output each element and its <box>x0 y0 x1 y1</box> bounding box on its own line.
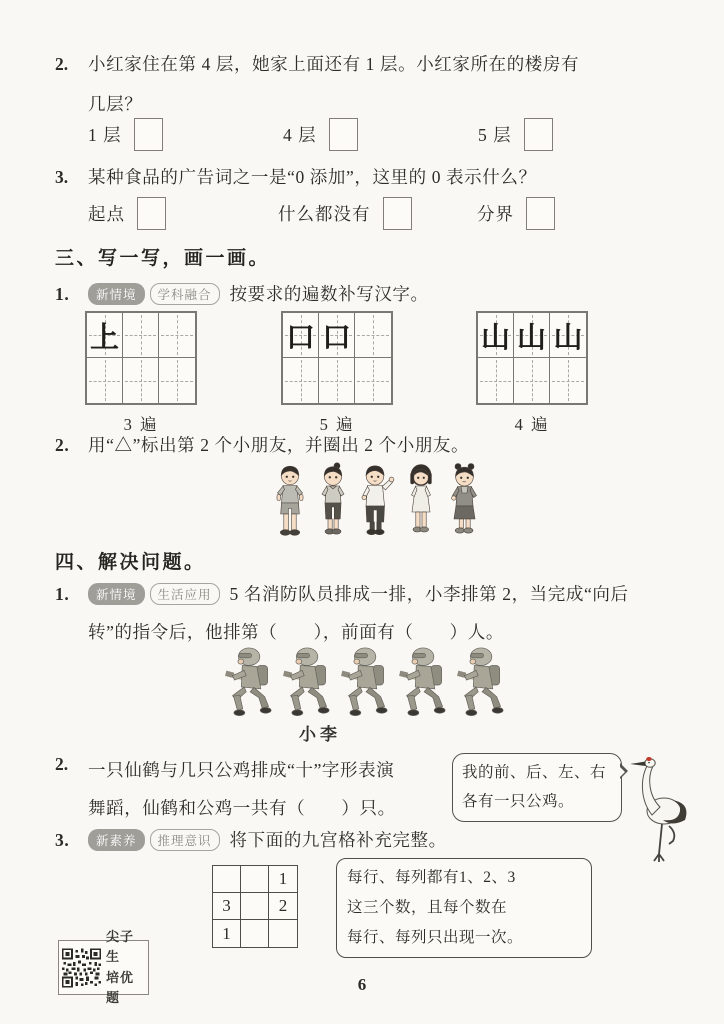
firefighters-row <box>224 646 514 722</box>
question-2-options <box>0 118 724 154</box>
firefighter-figure-1 <box>224 646 282 722</box>
writing-grid-shan <box>476 311 588 405</box>
child-figure-boy-3[interactable] <box>356 462 398 542</box>
children-row <box>270 462 486 542</box>
crane-illustration <box>622 748 706 874</box>
item-line1: 一只仙鹤与几只公鸡排成“十”字形表演 <box>88 760 395 780</box>
item-number: 2. <box>55 435 70 455</box>
firefighter-figure-4 <box>398 646 456 722</box>
bubble-line1: 我的前、后、左、右 <box>462 764 607 781</box>
writing-cell <box>514 313 550 358</box>
qr-label-line2: 培优题 <box>106 969 135 1005</box>
sudoku-cell-r3c2[interactable] <box>241 920 269 947</box>
answer-box-5-floor[interactable] <box>524 118 553 151</box>
writing-grid-shang <box>85 311 197 405</box>
item-text: 用“△”标出第 2 个小朋友，并圈出 2 个小朋友。 <box>88 435 470 455</box>
question-2-number: 2. <box>55 54 69 74</box>
question-3-number: 3. <box>55 167 69 187</box>
writing-cell[interactable] <box>87 358 123 403</box>
writing-cell[interactable] <box>514 358 550 403</box>
option-1-floor-label: 1 层 <box>88 125 122 145</box>
item-number: 1. <box>55 284 70 304</box>
writing-cell <box>283 313 319 358</box>
item-line1: 5 名消防队员排成一排，小李排第 2，当完成“向后 <box>229 584 629 604</box>
sudoku-cell-r3c1: 1 <box>213 920 241 947</box>
badge-xinqingjing: 新情境 <box>88 283 145 305</box>
writing-cell[interactable] <box>478 358 514 403</box>
option-4-floor <box>283 118 358 151</box>
grid-label-3-times: 3 遍 <box>123 415 159 434</box>
page-number: 6 <box>357 975 367 994</box>
writing-cell[interactable] <box>123 358 159 403</box>
sudoku-cell-r1c1[interactable] <box>213 866 241 893</box>
option-1-floor <box>88 118 163 151</box>
item-number: 2. <box>55 754 69 774</box>
sudoku-cell-r2c3: 2 <box>269 893 297 920</box>
badge-xinqingjing: 新情境 <box>88 583 145 605</box>
writing-cell[interactable] <box>550 358 586 403</box>
child-figure-girl-2[interactable] <box>313 462 353 542</box>
option-5-floor <box>478 118 553 151</box>
section-4-item-1-line2: 转”的指令后，他排第（ ），前面有（ ）人。 <box>88 622 504 642</box>
question-2-line2: 几层？ <box>88 94 143 114</box>
item-text: 将下面的九宫格补充完整。 <box>229 830 447 850</box>
question-3 <box>55 164 685 190</box>
option-nothing <box>278 197 412 230</box>
answer-box-1-floor[interactable] <box>134 118 163 151</box>
writing-cell <box>550 313 586 358</box>
sudoku-cell-r1c2[interactable] <box>241 866 269 893</box>
crane-speech-bubble <box>452 753 622 822</box>
sudoku-cell-r2c1: 3 <box>213 893 241 920</box>
question-3-options <box>0 197 724 233</box>
option-fenjie-label: 分界 <box>477 204 514 224</box>
badge-tuiliyishi: 推理意识 <box>150 829 220 851</box>
char-shan: 山 <box>480 321 510 354</box>
item-text: 按要求的遍数补写汉字。 <box>229 284 429 304</box>
question-3-line1: 某种食品的广告词之一是“0 添加”，这里的 0 表示什么？ <box>88 167 537 187</box>
badge-xinsuyang: 新素养 <box>88 829 145 851</box>
firefighter-caption-xiaoli: 小李 <box>299 725 341 744</box>
writing-cell[interactable] <box>283 358 319 403</box>
note-line2: 这三个数，且每个数在 <box>347 898 508 916</box>
item-number: 3. <box>55 830 70 850</box>
item-number: 1. <box>55 584 70 604</box>
child-figure-boy-1[interactable] <box>270 462 310 542</box>
writing-cell[interactable] <box>159 358 195 403</box>
child-figure-girl-5[interactable] <box>444 462 486 542</box>
section-4-title: 四、解决问题。 <box>55 552 206 573</box>
section-3-item-2 <box>55 432 469 458</box>
sudoku-cell-r1c3: 1 <box>269 866 297 893</box>
writing-cell[interactable] <box>355 313 391 358</box>
question-2-line1: 小红家住在第 4 层，她家上面还有 1 层。小红家所在的楼房有 <box>88 54 580 74</box>
note-line1: 每行、每列都有1、2、3 <box>347 869 516 886</box>
char-kou: 口 <box>285 321 315 354</box>
firefighter-figure-5 <box>456 646 514 722</box>
writing-cell[interactable] <box>123 313 159 358</box>
qr-block <box>58 929 149 1005</box>
writing-grid-kou <box>281 311 393 405</box>
option-qidian <box>88 197 166 230</box>
char-kou: 口 <box>321 321 351 354</box>
sudoku-cell-r3c3[interactable] <box>269 920 297 947</box>
option-fenjie <box>477 197 555 230</box>
grid-label-4-times: 4 遍 <box>514 415 550 434</box>
option-4-floor-label: 4 层 <box>283 125 317 145</box>
child-figure-girl-4[interactable] <box>401 462 441 542</box>
answer-box-fenjie[interactable] <box>526 197 555 230</box>
section-4-item-1 <box>55 581 695 607</box>
section-3-title: 三、写一写，画一画。 <box>55 248 271 269</box>
writing-cell <box>478 313 514 358</box>
section-3-item-1 <box>55 281 429 307</box>
sudoku-cell-r2c2[interactable] <box>241 893 269 920</box>
char-shan: 山 <box>516 321 546 354</box>
firefighter-figure-2 <box>282 646 340 722</box>
sudoku-grid <box>212 865 298 948</box>
option-qidian-label: 起点 <box>88 204 125 224</box>
grid-label-5-times: 5 遍 <box>319 415 355 434</box>
qr-code <box>62 947 101 989</box>
firefighter-figure-3 <box>340 646 398 722</box>
writing-cell <box>87 313 123 358</box>
writing-cell <box>319 313 355 358</box>
qr-label-line1: 尖子生 <box>106 929 135 965</box>
item-line2: 舞蹈，仙鹤和公鸡一共有（ ）只。 <box>88 798 396 818</box>
badge-shenghuoyingyong: 生活应用 <box>150 583 220 605</box>
writing-cell[interactable] <box>159 313 195 358</box>
sudoku-rule-note <box>336 858 592 958</box>
char-shan: 山 <box>553 321 583 354</box>
section-4-item-3 <box>55 827 447 853</box>
option-5-floor-label: 5 层 <box>478 125 512 145</box>
writing-cell[interactable] <box>319 358 355 403</box>
char-shang: 上 <box>89 321 119 354</box>
answer-box-nothing[interactable] <box>383 197 412 230</box>
question-2 <box>55 44 685 124</box>
answer-box-qidian[interactable] <box>137 197 166 230</box>
writing-cell[interactable] <box>355 358 391 403</box>
section-4-item-2 <box>55 751 465 827</box>
badge-xuekeronghe: 学科融合 <box>150 283 220 305</box>
note-line3: 每行、每列只出现一次。 <box>347 928 524 946</box>
bubble-line2: 各有一只公鸡。 <box>462 792 575 810</box>
option-nothing-label: 什么都没有 <box>278 204 371 224</box>
answer-box-4-floor[interactable] <box>329 118 358 151</box>
